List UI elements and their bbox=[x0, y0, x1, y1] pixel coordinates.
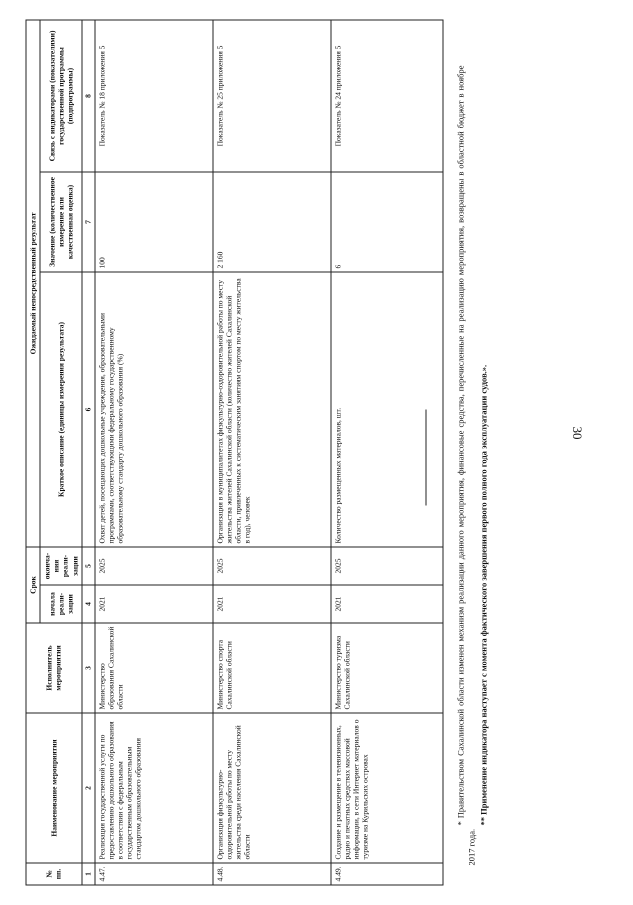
footnote-2-wrap bbox=[478, 66, 489, 866]
row-executor: Министерство туризма Сахалинской области bbox=[331, 623, 443, 713]
footnote-2: ** Применение индикатора наступает с момента фактического завершения первого полного года эксплуатации судов.». bbox=[478, 364, 489, 826]
column-number-row bbox=[82, 20, 95, 885]
row-desc: Охват детей, посещающих дошкольные учреждения, образовательными программами, соответствующими федеральному государственному образовательному стандарту дошкольного образования (%) bbox=[95, 272, 213, 547]
col-number: 6 bbox=[82, 272, 95, 547]
row-link: Показатель № 25 приложения 5 bbox=[213, 20, 331, 172]
row-executor: Министерство спорта Сахалинской области bbox=[213, 623, 331, 713]
header-link: Связь с индикаторами (показателями) государственной программы (подпрограммы) bbox=[40, 20, 82, 172]
row-value: 100 bbox=[95, 172, 213, 272]
header-desc: Краткое описание (единицы измерения результата) bbox=[40, 272, 82, 547]
footnotes bbox=[456, 66, 490, 866]
col-number: 8 bbox=[82, 20, 95, 172]
row-start: 2021 bbox=[331, 585, 443, 623]
header-term-group: Срок bbox=[26, 547, 40, 623]
page-number: 30 bbox=[570, 426, 585, 440]
row-name: Организация физкультурно-оздоровительной работы по месту жительства среди населения Сахалинской области bbox=[213, 713, 331, 863]
header-name: Наименование мероприятия bbox=[26, 713, 82, 863]
row-value: 2 160 bbox=[213, 172, 331, 272]
row-value: 6 bbox=[331, 172, 443, 272]
row-link: Показатель № 24 приложения 5 bbox=[331, 20, 443, 172]
rotated-page-content bbox=[26, 21, 626, 886]
col-number: 3 bbox=[82, 623, 95, 713]
row-name: Реализация государственной услуги по предоставлению дошкольного образования в соответствии с федеральным государственным образовательным стандартом дошкольного образования bbox=[95, 713, 213, 863]
col-number: 5 bbox=[82, 547, 95, 585]
col-number: 1 bbox=[82, 863, 95, 885]
measures-table bbox=[26, 19, 444, 885]
header-value: Значение (количественное измерение или качественная оценка) bbox=[40, 172, 82, 272]
row-start: 2021 bbox=[95, 585, 213, 623]
row-num: 4.49. bbox=[331, 863, 443, 885]
row-link: Показатель № 18 приложения 5 bbox=[95, 20, 213, 172]
col-number: 4 bbox=[82, 585, 95, 623]
row-start: 2021 bbox=[213, 585, 331, 623]
header-term-end: оконча-ния реали-зации bbox=[40, 547, 82, 585]
row-end: 2025 bbox=[213, 547, 331, 585]
row-desc: Организация в муниципалитетах физкультурно-оздоровительной работы по месту жительства жителей Сахалинской области (количество жителей Сахалинской области, привлеченных к систематическим занятиям спортом по месту жительства в год), человек bbox=[213, 272, 331, 547]
footnote-1: * Правительством Сахалинской области изменен механизм реализации данного мероприятия, финансовые средства, перечисленные на реализацию мероприятия, возвращены в областной бюджет в ноябре 2017 года. bbox=[455, 65, 477, 866]
row-num: 4.48. bbox=[213, 863, 331, 885]
col-number: 7 bbox=[82, 172, 95, 272]
header-num: № пп. bbox=[26, 863, 82, 885]
header-executor: Исполнитель мероприятия bbox=[26, 623, 82, 713]
row-num: 4.47. bbox=[95, 863, 213, 885]
header-row-1 bbox=[26, 20, 40, 885]
row-executor: Министерство образования Сахалинской области bbox=[95, 623, 213, 713]
col-number: 2 bbox=[82, 713, 95, 863]
row-end: 2025 bbox=[331, 547, 443, 585]
header-term-start: начала реали-зации bbox=[40, 585, 82, 623]
table-row bbox=[213, 20, 331, 885]
row-desc: Количество размещенных материалов, шт. bbox=[331, 272, 443, 547]
row-end: 2025 bbox=[95, 547, 213, 585]
table-row bbox=[95, 20, 213, 885]
row-name: Создание и размещение в телевизионных, радио и печатных средствах массовой информации, в сети Интернет материалов о туризме на Курильских островах bbox=[331, 713, 443, 863]
separator-rule bbox=[426, 410, 427, 506]
header-result-group: Ожидаемый непосредственный результат bbox=[26, 20, 40, 547]
